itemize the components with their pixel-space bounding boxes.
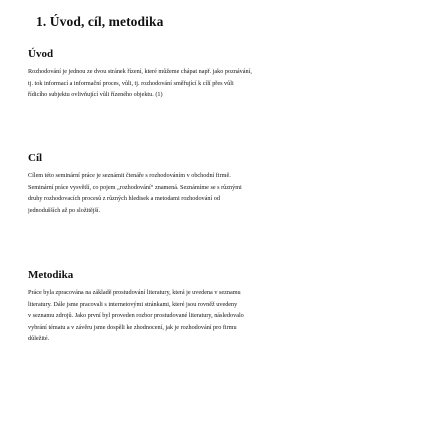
paragraph-line: druhy rozhodovacích procesů z různých hledisek a metodami rozhodování od [28, 195, 220, 203]
section-cil [28, 152, 412, 216]
paragraph-line: jednodušších až po složitější. [28, 206, 101, 214]
section-heading-cil: Cíl [28, 152, 43, 164]
paragraph-line: Práce byla zpracována na základě prostudování literatury, která je uvedena v seznamu [28, 289, 241, 296]
paragraph-line: Seminární práce vysvětlí, co pojem „rozhodování“ znamená. Seznámíme se s různými [28, 183, 242, 191]
section-body-metodika [28, 287, 412, 345]
paragraph-line: Cílem této seminární práce je seznámit čtenáře s rozhodováním v obchodní firmě. [28, 172, 231, 179]
paragraph-line: Rozhodování je jednou ze dvou stránek řízení, které můžeme chápat např. jako poznávání, [28, 68, 252, 75]
paragraph-line: tj. tok informací a informační proces, vůli, tj. rozhodování směřující k cílí přes vůli [28, 79, 234, 87]
paragraph-line: v seznamu zdrojů. Jako první byl proveden rozbor prostudované literatury, následovalo [28, 312, 244, 320]
section-heading-metodika: Metodika [28, 269, 74, 281]
section-heading-uvod: Úvod [28, 48, 54, 60]
section-body-uvod [28, 66, 412, 101]
paragraph-line: literatury. Dále jsme pracovali s internetovými stránkami, které jsou rovněž uvedeny [28, 300, 238, 308]
section-body-cil [28, 170, 412, 216]
paragraph-line: vybrání tématu a v závěru jsme dospěli ke zhodnocení, jak je rozhodování pro firmu [28, 323, 237, 331]
page-title: 1. Úvod, cíl, metodika [36, 14, 164, 29]
section-uvod [28, 48, 412, 101]
paragraph-line: řídicího subjektu ovlivňující vůli řízeného objektu. (1) [28, 91, 163, 99]
section-metodika [28, 269, 412, 345]
paragraph-line: důležité. [28, 335, 50, 343]
